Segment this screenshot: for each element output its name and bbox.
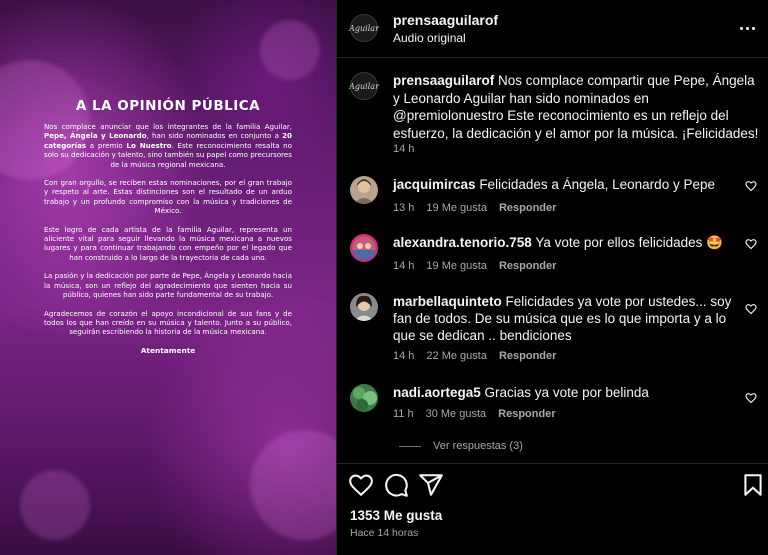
post-header bbox=[337, 0, 768, 58]
reply-button[interactable]: Responder bbox=[498, 202, 557, 214]
reply-button[interactable]: Responder bbox=[498, 350, 557, 362]
comment-likes[interactable]: 30 Me gusta bbox=[425, 408, 487, 420]
heart-icon[interactable] bbox=[745, 392, 757, 404]
comment-meta bbox=[393, 408, 568, 420]
post-side-panel bbox=[336, 0, 768, 555]
avatar[interactable]: Aguilar bbox=[350, 14, 378, 42]
comment-time[interactable]: 11 h bbox=[393, 408, 414, 420]
comment-time[interactable]: 13 h bbox=[393, 202, 415, 214]
bookmark-icon[interactable] bbox=[740, 472, 766, 498]
statement-signoff: Atentamente bbox=[140, 345, 196, 355]
caption-username[interactable]: prensaaguilarof bbox=[393, 73, 495, 88]
comment-text: nadi.aortega5 Gracias ya vote por belinda bbox=[393, 385, 649, 400]
avatar[interactable]: Aguilar bbox=[350, 72, 378, 100]
comment-time[interactable]: 14 h bbox=[393, 350, 415, 362]
header-username[interactable]: prensaaguilarof bbox=[393, 12, 499, 28]
view-replies-label: Ver respuestas (3) bbox=[433, 440, 523, 452]
post-time-ago[interactable]: Hace 14 horas bbox=[350, 527, 419, 539]
heart-icon[interactable] bbox=[348, 472, 374, 498]
caption-text: prensaaguilarof Nos complace compartir que Pepe, Ángela y Leonardo Aguilar han sido nominados en @premiolonuestro Este reconocimiento es un reflejo del esfuerzo, la dedicación y el amor por la música. ¡Felicidades! bbox=[393, 73, 759, 141]
caption-timestamp[interactable]: 14 h bbox=[393, 143, 415, 155]
view-replies-button[interactable] bbox=[399, 440, 523, 452]
comment-likes[interactable]: 22 Me gusta bbox=[426, 350, 487, 362]
avatar[interactable] bbox=[350, 234, 378, 262]
statement-title: A LA OPINIÓN PÚBLICA bbox=[75, 98, 261, 114]
comment-likes[interactable]: 19 Me gusta bbox=[426, 260, 487, 272]
comment-meta bbox=[393, 202, 568, 214]
comment-text: alexandra.tenorio.758 Ya vote por ellos felicidades 🤩 bbox=[393, 235, 723, 250]
post-image[interactable] bbox=[0, 0, 336, 555]
audio-label[interactable]: Audio original bbox=[393, 31, 466, 45]
avatar[interactable] bbox=[350, 293, 378, 321]
comment-username[interactable]: marbellaquinteto bbox=[393, 294, 502, 309]
comment-username[interactable]: alexandra.tenorio.758 bbox=[393, 235, 532, 250]
post-actions bbox=[337, 463, 768, 555]
share-icon[interactable] bbox=[418, 472, 444, 498]
reply-button[interactable]: Responder bbox=[498, 260, 557, 272]
comment-time[interactable]: 14 h bbox=[393, 260, 415, 272]
statement-document bbox=[44, 98, 292, 355]
comment-text: marbellaquinteto Felicidades ya vote por ustedes... soy fan de todos. De su música que es lo que importa y a lo que se dedican .. bendiciones bbox=[393, 294, 732, 343]
statement-paragraph-4: La pasión y la dedicación por parte de Pepe, Ángela y Leonardo hacia la música, son un reflejo del agradecimiento que sienten hacia su público, quienes han sido parte fundamental de su trabajo. bbox=[44, 271, 292, 300]
comment-username[interactable]: jacquimircas bbox=[393, 177, 476, 192]
comment-username[interactable]: nadi.aortega5 bbox=[393, 385, 481, 400]
heart-icon[interactable] bbox=[745, 303, 757, 315]
statement-paragraph-5: Agradecemos de corazón el apoyo incondicional de sus fans y de todos los que han creído en su música y talento. Junto a su público, seguirán escribiendo la historia de la música mexicana. bbox=[44, 308, 292, 337]
comment-icon[interactable] bbox=[383, 472, 409, 498]
avatar[interactable] bbox=[350, 176, 378, 204]
comment-meta bbox=[393, 350, 568, 362]
statement-paragraph-2: Con gran orgullo, se reciben estas nominaciones, por el gran trabajo y respeto al arte. Estas distinciones son el resultado de un arduo trabajo y un profundo compromiso con la música y tradiciones de México. bbox=[44, 178, 292, 216]
comment-text: jacquimircas Felicidades a Ángela, Leonardo y Pepe bbox=[393, 177, 715, 192]
statement-paragraph-3: Este logro de cada artista de la familia Aguilar, representa un aliciente vital para seguir llevando la música mexicana a nuevos lugares y para continuar trabajando con empeño por el legado que han construido a lo largo de la trayectoria de cada uno. bbox=[44, 224, 292, 262]
likes-count[interactable]: 1353 Me gusta bbox=[350, 508, 443, 523]
reply-button[interactable]: Responder bbox=[498, 408, 556, 420]
more-options-icon[interactable] bbox=[737, 18, 757, 38]
avatar[interactable] bbox=[350, 384, 378, 412]
heart-icon[interactable] bbox=[745, 180, 757, 192]
comment-meta bbox=[393, 260, 568, 272]
heart-icon[interactable] bbox=[745, 238, 757, 250]
statement-paragraph-1: Nos complace anunciar que los integrantes de la familia Aguilar, Pepe, Ángela y Leonardo, han sido nominados en conjunto a 20 categorías a premio Lo Nuestro. Este reconocimiento resalta no solo su dedicación y talento, sino también su papel como precursores de la música regional mexicana. bbox=[44, 122, 292, 169]
comment-likes[interactable]: 19 Me gusta bbox=[426, 202, 487, 214]
replies-divider bbox=[399, 446, 421, 447]
